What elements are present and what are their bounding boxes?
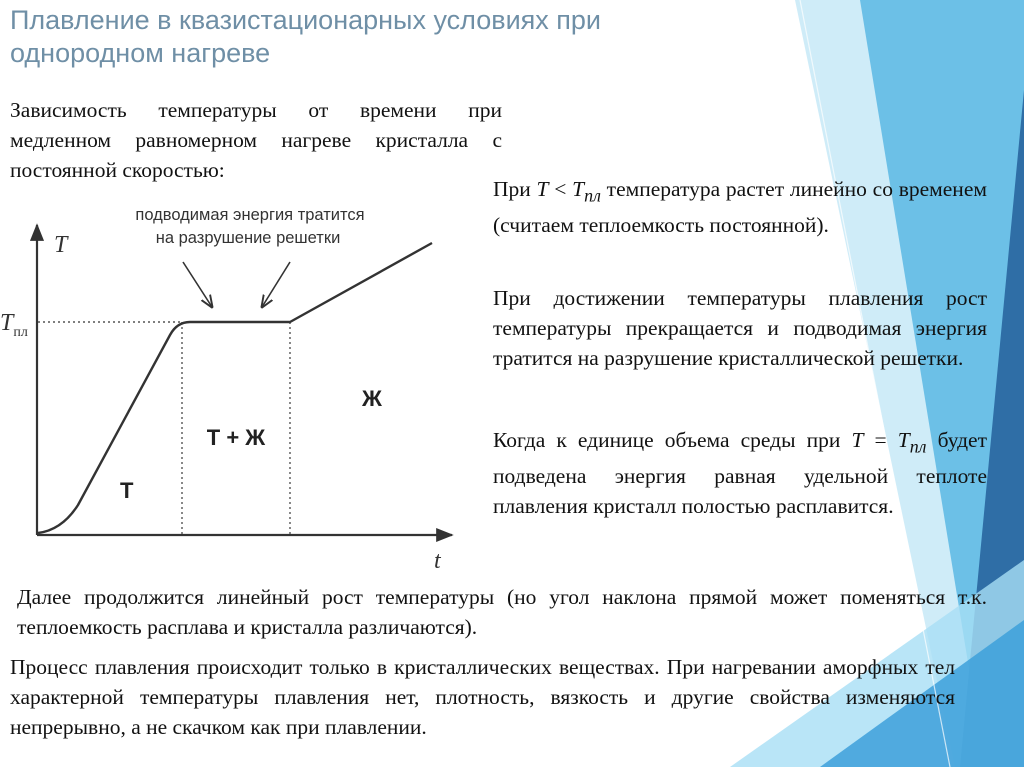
annotation-arrow-left [183,262,212,307]
p1-tpl-symbol: T [572,177,585,201]
p3-eq: = [863,428,898,452]
text-continued-growth: Далее продолжится линейный рост температуры (но угол наклона прямой может поменяться т.к. теплоемкость расплава и кристалла различаются). [17,585,987,639]
p1-tpl-subscript: пл [584,185,601,206]
text-melting-point: При достижении температуры плавления рост температуры прекращается и подводимая энергия тратится на разрушение кристаллической решетки. [493,286,987,370]
slide-title: Плавление в квазистационарных условиях при однородном нагреве [10,5,601,68]
annotation-arrow-right [262,262,290,307]
p3-t-symbol: T [851,428,864,452]
p1-lt: < [548,177,573,201]
annotation-line-1: подводимая энергия тратится [135,206,365,224]
temperature-time-diagram [0,190,470,585]
phase-liquid-label: Ж [362,386,382,411]
x-axis-label: t [434,548,441,574]
intro-text: Зависимость температуры от времени при медленном равномерном нагреве кристалла с постоянной скоростью: [10,98,502,182]
p3-rest: будет подведена энергия равная удельной теплоте плавления кристалл полостью расплавится. [493,428,987,519]
p1-t-symbol: T [536,177,549,201]
p3-start: Когда к единице объема среды при [493,428,852,452]
tpl-label: $T_{пл}$ [0,310,28,340]
text-full-melt [493,425,987,521]
y-axis-label: T [54,232,68,258]
phase-mix-label: Т + Ж [206,425,266,450]
p3-tpl-symbol: T [897,428,910,452]
p3-tpl-subscript: пл [909,436,927,457]
tpl-subscript: пл [13,325,28,340]
annotation-line-2: на разрушение решетки [155,229,341,247]
p1-rest: температура растет линейно со временем (считаем теплоемкость постоянной). [493,177,987,238]
p1-start: При [493,177,537,201]
text-crystalline-only: Процесс плавления происходит только в кристаллических веществах. При нагревании аморфных тел характерной температуры плавления нет, плотность, вязкость и другие свойства изменяются непрерывно, а не скачком как при плавлении. [10,655,955,739]
text-linear-growth [493,174,987,240]
phase-solid-label: Т [120,478,134,503]
